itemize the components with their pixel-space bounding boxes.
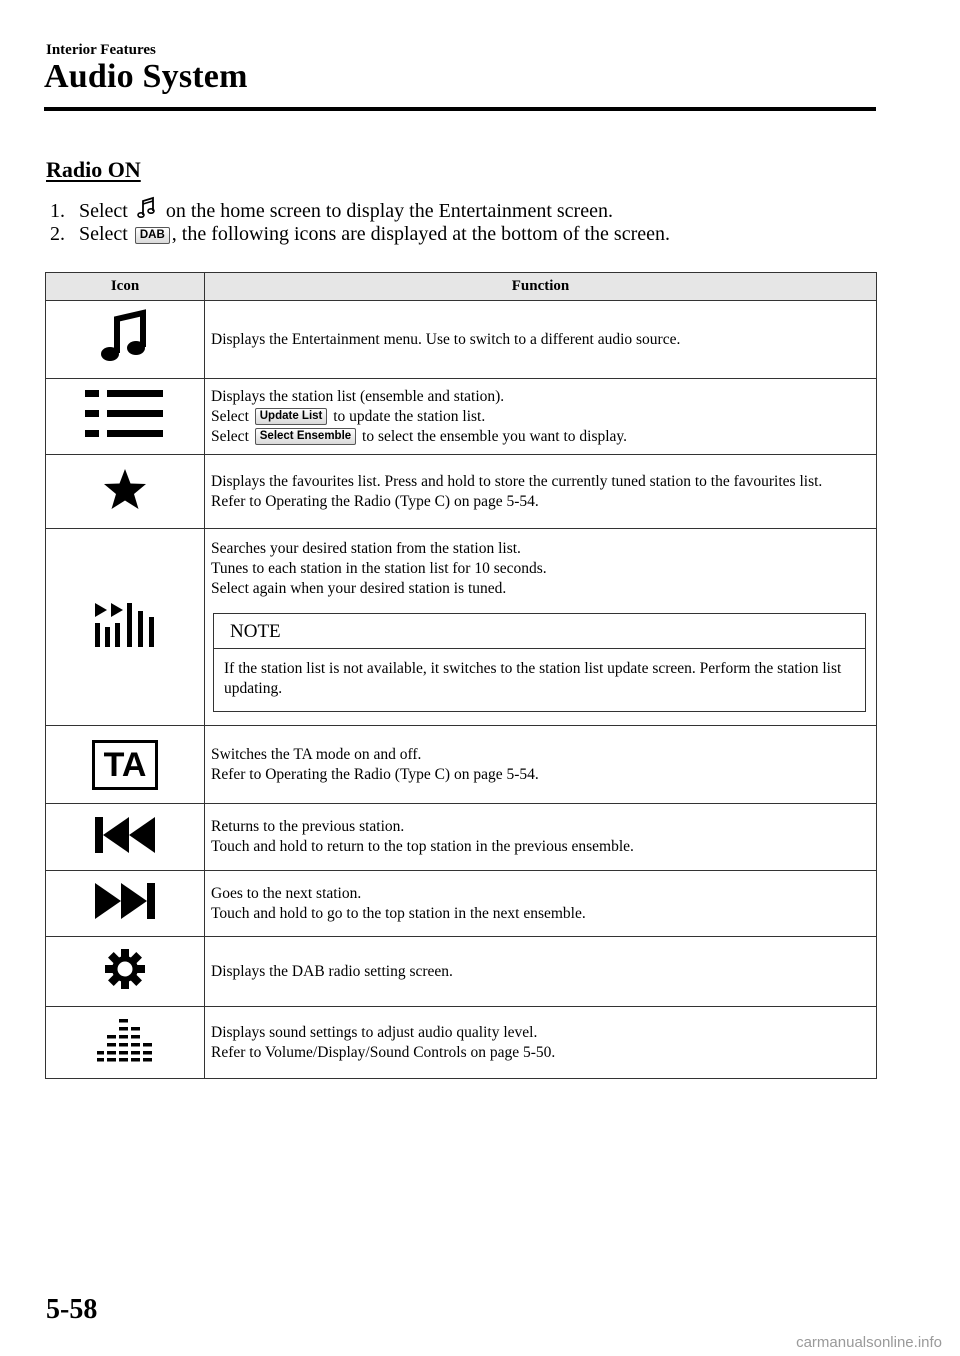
function-text: Displays the Entertainment menu. Use to switch to a different audio source. bbox=[211, 330, 681, 348]
table-row bbox=[46, 529, 877, 726]
update-list-button[interactable]: Update List bbox=[255, 408, 328, 425]
function-text: Displays the favourites list. Press and hold to store the currently tuned station to the favourites list. bbox=[211, 472, 823, 490]
star-icon[interactable] bbox=[103, 468, 147, 510]
function-text: Touch and hold to go to the top station in the next ensemble. bbox=[211, 904, 586, 922]
icon-cell bbox=[46, 871, 205, 937]
icon-cell bbox=[46, 301, 205, 379]
function-cell bbox=[205, 1007, 877, 1079]
step-text-after: , the following icons are displayed at the bottom of the screen. bbox=[171, 223, 670, 245]
icon-cell bbox=[46, 804, 205, 871]
function-cell bbox=[205, 804, 877, 871]
icon-function-table bbox=[45, 272, 877, 1079]
function-cell bbox=[205, 726, 877, 804]
function-text: Switches the TA mode on and off. bbox=[211, 745, 422, 763]
section-heading: Radio ON bbox=[46, 157, 141, 182]
select-word: Select bbox=[211, 407, 249, 425]
icon-cell bbox=[46, 529, 205, 726]
note-text: If the station list is not available, it switches to the station list update screen. Perform the station list updating. bbox=[224, 659, 842, 697]
icon-cell bbox=[46, 1007, 205, 1079]
function-text: Returns to the previous station. bbox=[211, 818, 405, 835]
function-reference: Refer to Volume/Display/Sound Controls on page 5-50. bbox=[211, 1043, 556, 1061]
function-text: Goes to the next station. bbox=[211, 884, 362, 902]
page-title: Audio System bbox=[44, 58, 248, 95]
select-ensemble-button[interactable]: Select Ensemble bbox=[255, 428, 356, 445]
function-cell bbox=[205, 871, 877, 937]
table-row bbox=[46, 937, 877, 1007]
select-description: to select the ensemble you want to display. bbox=[362, 427, 628, 445]
function-text: Select again when your desired station is tuned. bbox=[211, 579, 507, 597]
table-row bbox=[46, 301, 877, 379]
ta-icon-label: TA bbox=[103, 745, 147, 784]
list-icon[interactable] bbox=[85, 388, 165, 440]
function-text: Displays sound settings to adjust audio quality level. bbox=[211, 1023, 538, 1041]
function-cell bbox=[205, 301, 877, 379]
function-text: Touch and hold to return to the top station in the previous ensemble. bbox=[211, 838, 634, 855]
column-header-function: Function bbox=[205, 273, 877, 301]
step-text-before: Select bbox=[79, 200, 128, 222]
function-text: Displays the DAB radio setting screen. bbox=[211, 962, 453, 980]
table-row bbox=[46, 804, 877, 871]
select-ensemble-line bbox=[211, 427, 868, 447]
function-text: Searches your desired station from the station list. bbox=[211, 539, 521, 557]
function-cell bbox=[205, 379, 877, 455]
function-cell bbox=[205, 937, 877, 1007]
function-cell bbox=[205, 455, 877, 529]
function-text: Tunes to each station in the station list for 10 seconds. bbox=[211, 559, 547, 577]
step-text-before: Select bbox=[79, 223, 128, 245]
icon-cell bbox=[46, 726, 205, 804]
music-note-icon[interactable] bbox=[95, 309, 155, 365]
table-row bbox=[46, 1007, 877, 1079]
icon-cell bbox=[46, 455, 205, 529]
note-box bbox=[213, 613, 866, 712]
step-number: 2. bbox=[50, 223, 65, 245]
station-scan-icon[interactable] bbox=[94, 601, 156, 649]
next-station-icon[interactable] bbox=[94, 882, 156, 920]
title-divider bbox=[44, 107, 876, 111]
select-word: Select bbox=[211, 427, 249, 445]
ta-icon[interactable] bbox=[92, 740, 158, 790]
function-cell bbox=[205, 529, 877, 726]
icon-cell bbox=[46, 379, 205, 455]
gear-icon[interactable] bbox=[104, 948, 146, 990]
watermark: carmanualsonline.info bbox=[796, 1334, 942, 1351]
page-number: 5-58 bbox=[46, 1294, 98, 1325]
sound-settings-icon[interactable] bbox=[97, 1017, 153, 1063]
previous-station-icon[interactable] bbox=[94, 816, 156, 854]
step-number: 1. bbox=[50, 200, 65, 222]
note-title: NOTE bbox=[214, 614, 865, 649]
column-header-icon: Icon bbox=[46, 273, 205, 301]
icon-cell bbox=[46, 937, 205, 1007]
select-description: to update the station list. bbox=[333, 407, 486, 425]
step-text-after: on the home screen to display the Entertainment screen. bbox=[165, 200, 613, 222]
dab-button[interactable]: DAB bbox=[135, 227, 170, 244]
step-2 bbox=[50, 223, 670, 246]
table-row bbox=[46, 455, 877, 529]
function-reference: Refer to Operating the Radio (Type C) on page 5-54. bbox=[211, 492, 539, 510]
music-note-icon bbox=[135, 196, 159, 226]
function-reference: Refer to Operating the Radio (Type C) on page 5-54. bbox=[211, 765, 539, 783]
table-row bbox=[46, 379, 877, 455]
section-label: Interior Features bbox=[46, 42, 156, 58]
select-update-line bbox=[211, 407, 868, 427]
step-1 bbox=[50, 196, 613, 226]
table-row bbox=[46, 871, 877, 937]
table-header-row bbox=[46, 273, 877, 301]
function-text: Displays the station list (ensemble and station). bbox=[211, 387, 505, 405]
table-row bbox=[46, 726, 877, 804]
